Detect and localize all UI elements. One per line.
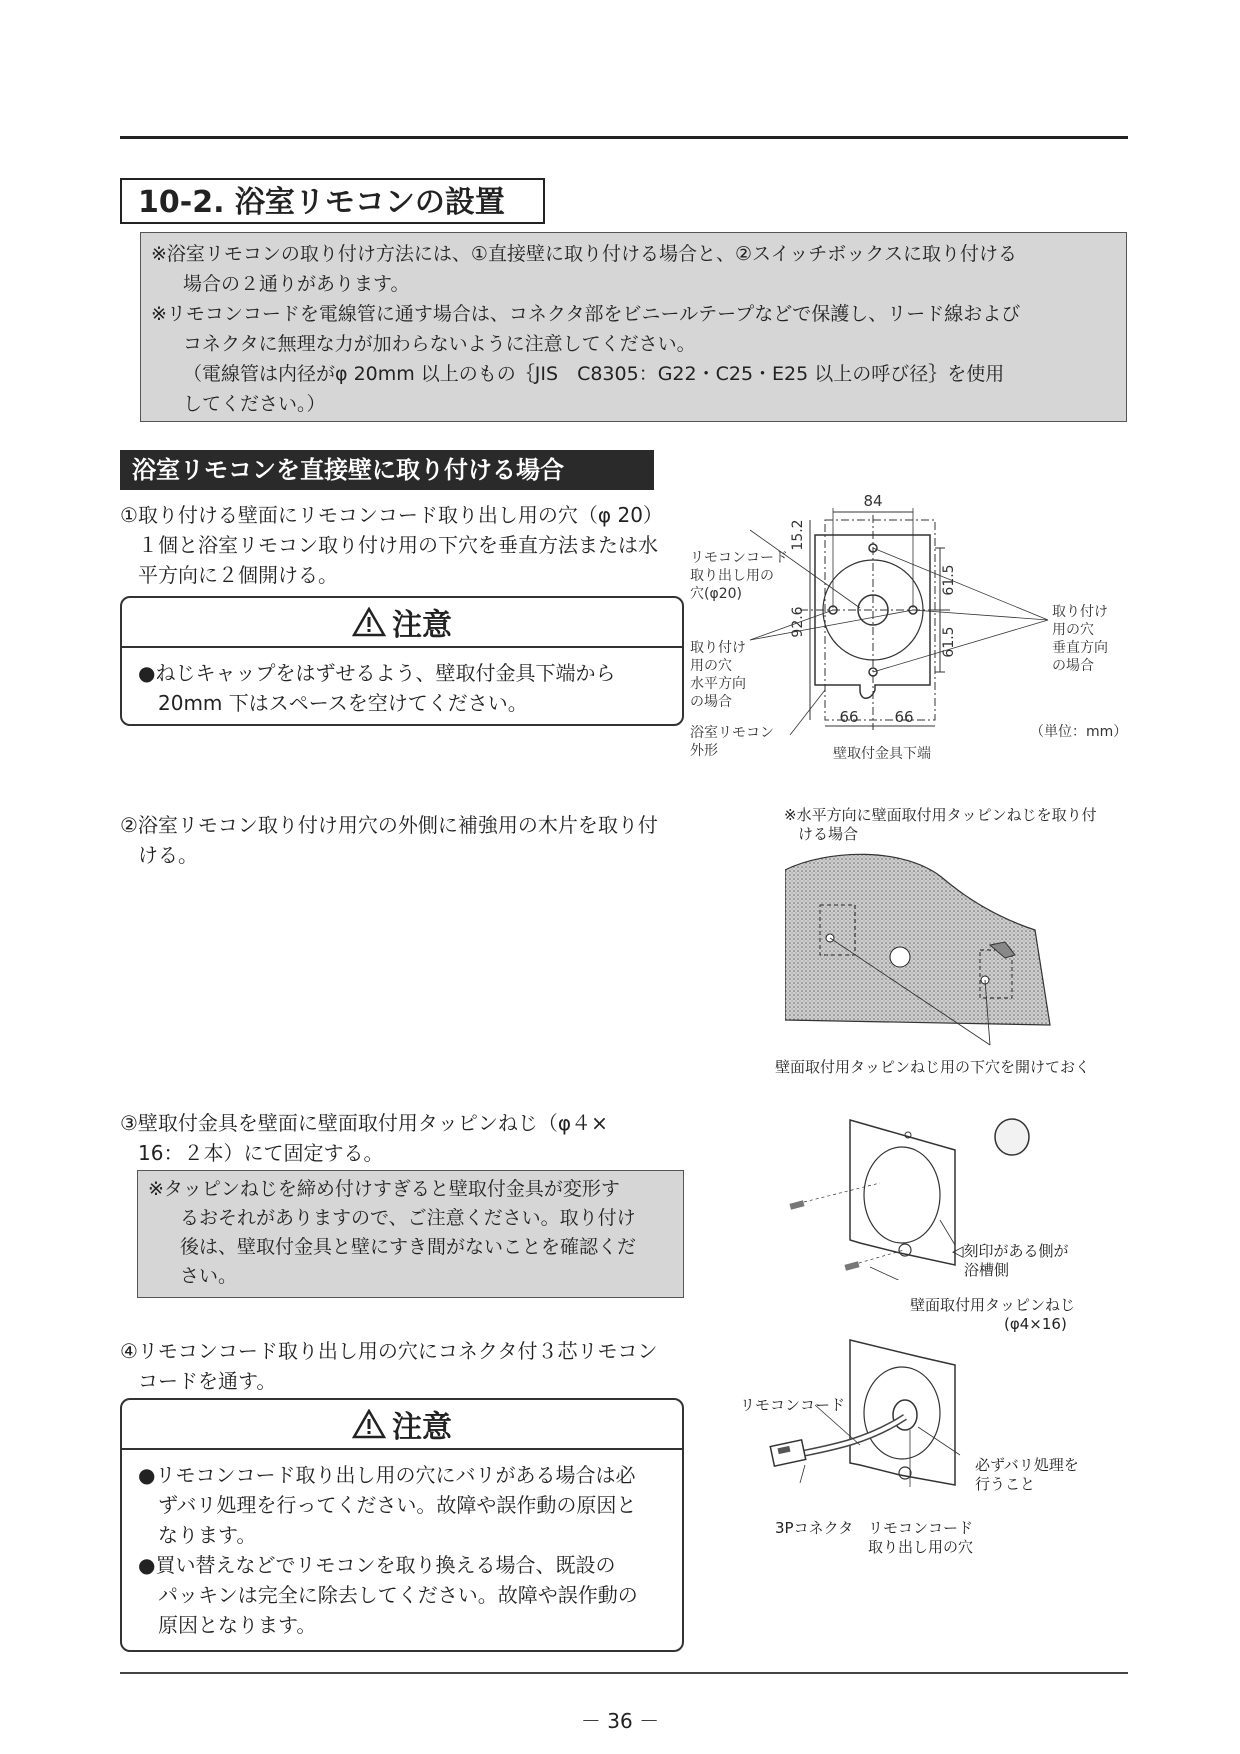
caution-label: 注意 [392,608,452,643]
note-line: ※リモコンコードを電線管に通す場合は、コネクタ部をビニールテープなどで保護し、リード線および [151,303,1021,325]
label-horizontal: 水平方向 [690,676,746,692]
label-outline: 外形 [690,743,718,759]
dim-66-right: 66 [894,708,914,726]
note-line: してください。） [183,393,326,415]
section-title: 10-2. 浴室リモコンの設置 [120,178,545,224]
caution-header [122,598,682,648]
step-3-note-line: るおそれがありますので、ご注意ください。取り付け [180,1207,636,1229]
label-cord-hole: リモコンコード [690,550,788,566]
dim-61-5-bottom: 61.5 [941,626,957,658]
label-vertical: 取り付け [1052,604,1108,620]
dim-61-5-top: 61.5 [941,564,957,596]
label-cord-hole: 穴(φ20) [690,586,742,602]
label-screw-line: 壁面取付用タッピンねじ [910,1296,1076,1314]
note-line: ※浴室リモコンの取り付け方法には、①直接壁に取り付ける場合と、②スイッチボックスに取り付ける [151,243,1018,265]
note-line: （電線管は内径がφ 20mm 以上のもの｛JIS C8305：G22・C25・E25 以上の呼び径｝を使用 [183,363,1005,385]
step-1 [120,500,690,590]
page-number: － 36 － [580,1709,660,1733]
mounting-dimension-diagram [690,490,1140,770]
top-rule [120,136,1128,139]
label-mark-line: ◁刻印がある側が [952,1242,1069,1260]
step-4-line: コードを通す。 [138,1369,277,1393]
diagram-2-note-line: ※水平方向に壁面取付用タッピンねじを取り付 [784,806,1097,824]
label-vertical: 垂直方向 [1052,640,1108,656]
caution-line: 20mm 下はスペースを空けてください。 [158,691,528,715]
step-3-note-line: 後は、壁取付金具と壁にすき間がないことを確認くだ [180,1236,637,1258]
caution-line: ずバリ処理を行ってください。故障や誤作動の原因と [158,1493,637,1517]
caution-header [122,1400,682,1450]
label-vertical: 用の穴 [1052,622,1094,638]
label-vertical: の場合 [1052,658,1094,674]
step-2-line: ②浴室リモコン取り付け用穴の外側に補強用の木片を取り付 [120,813,658,837]
label-tapping-screw [910,1296,1130,1334]
step-1-line: １個と浴室リモコン取り付け用の下穴を垂直方法または水 [138,533,658,557]
caution-line: 原因となります。 [158,1613,317,1637]
step-4 [120,1336,690,1396]
label-unit: （単位：mm） [1030,724,1128,740]
step-3-line: 16：２本）にて固定する。 [138,1141,384,1165]
label-horizontal: 取り付け [690,640,746,656]
label-burr [975,1456,1125,1494]
caution-line: なります。 [158,1523,257,1547]
diagram-2-caption: 壁面取付用タッピンねじ用の下穴を開けておく [775,1058,1091,1076]
label-remote-cord: リモコンコード [740,1396,846,1414]
caution-box-2 [120,1398,684,1652]
label-screw-line: (φ4×16) [1004,1315,1067,1333]
caution-box-1 [120,596,684,726]
intro-note-box [140,232,1127,422]
subsection-title: 浴室リモコンを直接壁に取り付ける場合 [120,450,654,490]
caution-line: ●ねじキャップをはずせるよう、壁取付金具下端から [138,661,616,685]
note-line: 場合の２通りがあります。 [183,273,410,295]
wall-wood-block-diagram [785,850,1065,1055]
dim-92-6: 92.6 [790,606,806,638]
label-horizontal: の場合 [690,694,732,710]
label-burr-line: 必ずバリ処理を [975,1456,1079,1474]
note-line: コネクタに無理な力が加わらないように注意してください。 [183,333,696,355]
label-cord-hole-2 [868,1519,1018,1557]
step-4-line: ④リモコンコード取り出し用の穴にコネクタ付３芯リモコン [120,1339,658,1363]
label-hole-line: リモコンコード [868,1519,974,1537]
step-2-line: ける。 [138,843,198,867]
diagram-2-note-line: ける場合 [798,825,859,843]
caution-line: パッキンは完全に除去してください。故障や誤作動の [158,1583,638,1607]
step-1-line: ①取り付ける壁面にリモコンコード取り出し用の穴（φ 20） [120,503,663,527]
label-mark-side [952,1242,1132,1280]
caution-label: 注意 [392,1410,452,1445]
step-3-note-line: ※タッピンねじを締め付けすぎると壁取付金具が変形す [148,1178,620,1200]
caution-line: ●リモコンコード取り出し用の穴にバリがある場合は必 [138,1463,636,1487]
step-3-note-line: さい。 [180,1265,238,1287]
warning-icon [352,607,386,637]
diagram-2-note [784,806,1144,844]
label-hole-line: 取り出し用の穴 [868,1538,974,1556]
label-cord-hole: 取り出し用の [690,568,774,584]
warning-icon [352,1409,386,1439]
bottom-rule [120,1672,1128,1674]
step-2 [120,810,690,870]
label-mark-line: 浴槽側 [964,1261,1010,1279]
dim-66-left: 66 [839,708,859,726]
dim-15-2: 15.2 [790,519,806,551]
label-horizontal: 用の穴 [690,658,732,674]
label-3p-connector: 3Pコネクタ [775,1519,854,1537]
step-3-note-box [137,1170,684,1298]
label-bracket-bottom: 壁取付金具下端 [833,746,931,762]
caution-line: ●買い替えなどでリモコンを取り換える場合、既設の [138,1553,616,1577]
dim-84: 84 [863,492,883,510]
label-outline: 浴室リモコン [690,725,774,741]
step-3-line: ③壁取付金具を壁面に壁面取付用タッピンねじ（φ４× [120,1111,608,1135]
step-3 [120,1108,690,1168]
label-burr-line: 行うこと [975,1475,1036,1493]
step-1-line: 平方向に２個開ける。 [138,563,338,587]
